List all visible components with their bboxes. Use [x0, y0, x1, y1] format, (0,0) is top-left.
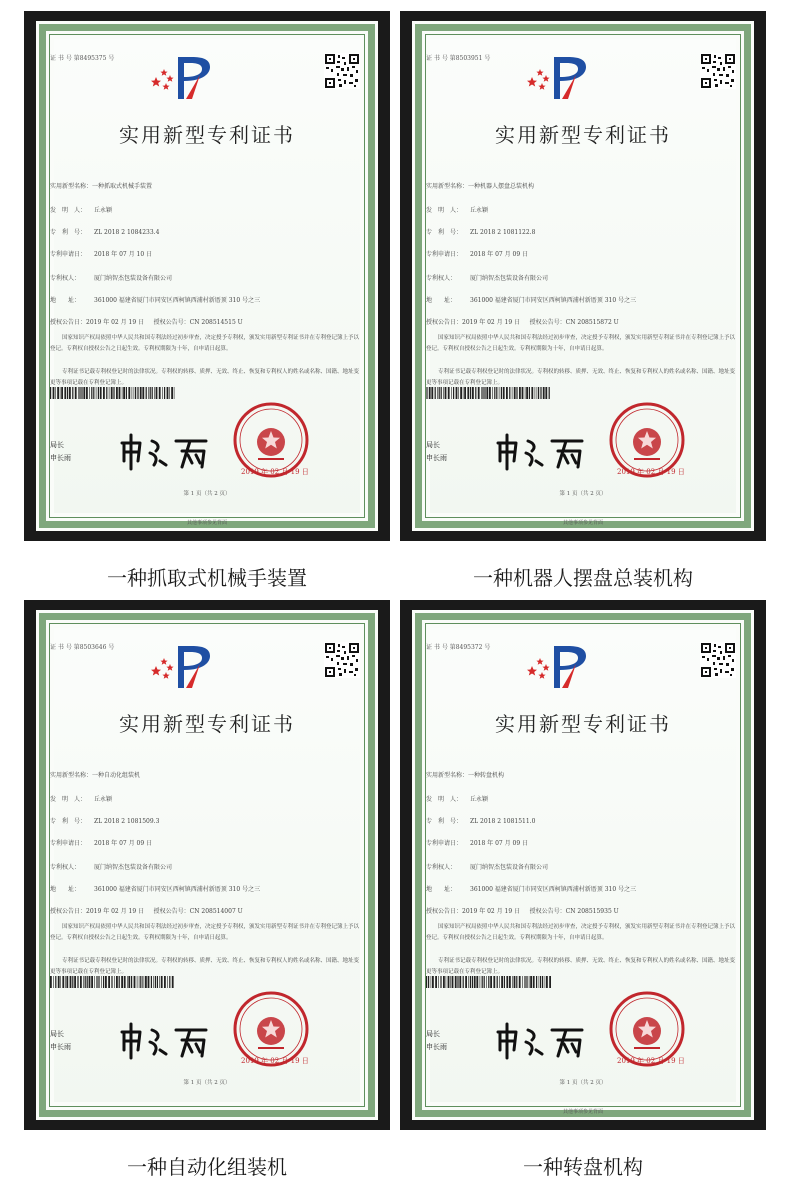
director-title: 局长	[426, 441, 440, 449]
patentee-label: 专利权人：	[426, 864, 457, 871]
director-name: 申长雨	[50, 1043, 71, 1051]
address-row	[50, 884, 340, 893]
inventor-label: 发 明 人：	[50, 796, 87, 803]
patent-name-label: 实用新型名称：	[50, 183, 93, 190]
certificate-title: 实用新型专利证书	[119, 123, 295, 147]
inventor-row	[426, 205, 488, 214]
address-row	[50, 295, 340, 304]
cnipa-logo-icon	[524, 640, 596, 692]
barcode-icon	[50, 976, 176, 988]
patent-name: 一种转盘机构	[468, 772, 505, 779]
grant-date: 2019 年 02 月 19 日	[462, 908, 521, 915]
page-indicator: 第 1 页（共 2 页）	[183, 1080, 231, 1086]
grant-row	[50, 906, 243, 915]
signature-icon	[116, 1020, 226, 1060]
application-date: 2018 年 07 月 09 日	[470, 251, 529, 258]
cnipa-logo-icon	[148, 640, 220, 692]
application-date-row	[50, 838, 152, 847]
seal-date: 2019 年 02 月 19 日	[617, 1057, 685, 1065]
application-date-label: 专利申请日：	[50, 840, 87, 847]
grant-number-label: 授权公告号：	[529, 319, 566, 326]
inventor: 丘永颖	[470, 207, 489, 214]
patent-number-label: 专 利 号：	[50, 229, 87, 236]
qr-code-icon	[700, 642, 736, 678]
inventor: 丘永颖	[94, 796, 113, 803]
barcode-icon	[426, 387, 552, 399]
patent-name-row	[50, 181, 152, 190]
grant-row	[50, 317, 243, 326]
patentee-row	[50, 862, 172, 871]
certificate-frame	[24, 600, 390, 1130]
address: 361000 福建省厦门市同安区西柯镇西浦村新厝顶 310 号之三	[94, 886, 261, 893]
address: 361000 福建省厦门市同安区西柯镇西浦村新厝顶 310 号之三	[470, 297, 637, 304]
certificate-paper	[412, 21, 754, 531]
certificate-status-paragraph: 专利证书记载专利权登记时的法律状况。专利权的转移、质押、无效、终止、恢复和专利权人的姓名或名称、国籍、地址变更等事项记载在专利登记簿上。	[426, 958, 736, 975]
director-block	[50, 1028, 71, 1054]
patentee-label: 专利权人：	[50, 864, 81, 871]
application-date: 2018 年 07 月 09 日	[94, 840, 153, 847]
inventor-row	[50, 205, 112, 214]
patentee-label: 专利权人：	[426, 275, 457, 282]
seal-date: 2019 年 02 月 19 日	[241, 1057, 309, 1065]
director-block	[50, 439, 71, 465]
patent-name: 一种机器人摆盘总装机构	[468, 183, 535, 190]
signature-icon	[492, 1020, 602, 1060]
seal-date: 2019 年 02 月 19 日	[617, 468, 685, 476]
patent-number: ZL 2018 2 1081509.3	[94, 818, 160, 825]
seal-date: 2019 年 02 月 19 日	[241, 468, 309, 476]
certificate-paper	[36, 21, 378, 531]
grant-date-label: 授权公告日：	[426, 319, 463, 326]
grant-number: CN 208514515 U	[189, 319, 243, 326]
certificate-caption: 一种自动化组装机	[127, 1155, 287, 1179]
patent-number-row	[426, 816, 535, 825]
grant-number-label: 授权公告号：	[153, 908, 190, 915]
address-label: 地 址：	[426, 297, 457, 304]
certificate-frame	[24, 11, 390, 541]
certificate-title: 实用新型专利证书	[119, 712, 295, 736]
director-title: 局长	[50, 441, 64, 449]
certificate-paper	[36, 610, 378, 1120]
director-name: 申长雨	[426, 1043, 447, 1051]
inventor-row	[426, 794, 488, 803]
certificate-caption: 一种转盘机构	[523, 1155, 643, 1179]
patent-number: ZL 2018 2 1081511.0	[470, 818, 536, 825]
application-date: 2018 年 07 月 09 日	[470, 840, 529, 847]
address-row	[426, 295, 716, 304]
patent-number-label: 专 利 号：	[426, 818, 463, 825]
patent-number-row	[50, 227, 159, 236]
application-date-row	[426, 249, 528, 258]
inventor-label: 发 明 人：	[50, 207, 87, 214]
certificate-number: 证 书 号 第8503646 号	[50, 644, 115, 651]
barcode-icon	[426, 976, 552, 988]
inventor: 丘永颖	[94, 207, 113, 214]
address: 361000 福建省厦门市同安区西柯镇西浦村新厝顶 310 号之三	[94, 297, 261, 304]
cnipa-logo-icon	[148, 51, 220, 103]
director-block	[426, 1028, 447, 1054]
patent-name-row	[426, 770, 504, 779]
patent-number-row	[50, 816, 159, 825]
certificate-paper	[412, 610, 754, 1120]
certificate-number: 证 书 号 第8495372 号	[426, 644, 491, 651]
grant-number-label: 授权公告号：	[153, 319, 190, 326]
inventor-label: 发 明 人：	[426, 796, 463, 803]
application-date-label: 专利申请日：	[426, 251, 463, 258]
certificate-number: 证 书 号 第8503951 号	[426, 55, 491, 62]
address: 361000 福建省厦门市同安区西柯镇西浦村新厝顶 310 号之三	[470, 886, 637, 893]
grant-row	[426, 317, 619, 326]
signature-icon	[116, 431, 226, 471]
patent-number: ZL 2018 2 1084233.4	[94, 229, 160, 236]
grant-number: CN 208515935 U	[565, 908, 619, 915]
page-indicator: 第 1 页（共 2 页）	[559, 1080, 607, 1086]
patent-name: 一种自动化组装机	[92, 772, 141, 779]
patent-name-row	[426, 181, 534, 190]
patentee: 厦门纳智杰包装设备有限公司	[470, 275, 549, 282]
application-date-label: 专利申请日：	[50, 251, 87, 258]
address-label: 地 址：	[426, 886, 457, 893]
address-label: 地 址：	[50, 886, 81, 893]
page-indicator: 第 1 页（共 2 页）	[183, 491, 231, 497]
certificate-footer-note: 其他事项参见背面	[562, 520, 603, 526]
cnipa-logo-icon	[524, 51, 596, 103]
patentee-row	[426, 862, 548, 871]
qr-code-icon	[700, 53, 736, 89]
inventor-label: 发 明 人：	[426, 207, 463, 214]
certificate-frame	[400, 600, 766, 1130]
address-row	[426, 884, 716, 893]
inventor-row	[50, 794, 112, 803]
barcode-icon	[50, 387, 176, 399]
qr-code-icon	[324, 642, 360, 678]
inventor: 丘永颖	[470, 796, 489, 803]
grant-number: CN 208514007 U	[189, 908, 243, 915]
certificate-body-paragraph: 国家知识产权局依照中华人民共和国专利法经过初步审查，决定授予专利权，颁发实用新型专利证书并在专利登记簿上予以登记。专利权自授权公告之日起生效。专利权期限为十年，自申请日起算。	[50, 924, 360, 941]
grant-date: 2019 年 02 月 19 日	[462, 319, 521, 326]
patent-number: ZL 2018 2 1081122.8	[470, 229, 536, 236]
signature-icon	[492, 431, 602, 471]
patent-name-label: 实用新型名称：	[50, 772, 93, 779]
director-title: 局长	[50, 1030, 64, 1038]
grant-number-label: 授权公告号：	[529, 908, 566, 915]
certificate-body-paragraph: 国家知识产权局依照中华人民共和国专利法经过初步审查，决定授予专利权，颁发实用新型专利证书并在专利登记簿上予以登记。专利权自授权公告之日起生效。专利权期限为十年，自申请日起算。	[426, 924, 736, 941]
patentee-label: 专利权人：	[50, 275, 81, 282]
certificate-title: 实用新型专利证书	[495, 712, 671, 736]
certificate-title: 实用新型专利证书	[495, 123, 671, 147]
certificate-body-paragraph: 国家知识产权局依照中华人民共和国专利法经过初步审查，决定授予专利权，颁发实用新型专利证书并在专利登记簿上予以登记。专利权自授权公告之日起生效。专利权期限为十年，自申请日起算。	[50, 335, 360, 352]
patentee: 厦门纳智杰包装设备有限公司	[94, 275, 173, 282]
patentee-row	[426, 273, 548, 282]
application-date-row	[50, 249, 152, 258]
address-label: 地 址：	[50, 297, 81, 304]
patentee: 厦门纳智杰包装设备有限公司	[94, 864, 173, 871]
certificate-caption: 一种抓取式机械手装置	[107, 566, 307, 590]
application-date-row	[426, 838, 528, 847]
grant-date: 2019 年 02 月 19 日	[86, 908, 145, 915]
qr-code-icon	[324, 53, 360, 89]
certificate-body-paragraph: 国家知识产权局依照中华人民共和国专利法经过初步审查，决定授予专利权，颁发实用新型专利证书并在专利登记簿上予以登记。专利权自授权公告之日起生效。专利权期限为十年，自申请日起算。	[426, 335, 736, 352]
patent-name: 一种抓取式机械手装置	[92, 183, 153, 190]
certificate-footer-note: 其他事项参见背面	[186, 520, 227, 526]
patent-name-row	[50, 770, 140, 779]
director-name: 申长雨	[426, 454, 447, 462]
application-date-label: 专利申请日：	[426, 840, 463, 847]
page-indicator: 第 1 页（共 2 页）	[559, 491, 607, 497]
grant-number: CN 208515872 U	[565, 319, 619, 326]
patent-number-label: 专 利 号：	[50, 818, 87, 825]
grant-date-label: 授权公告日：	[50, 908, 87, 915]
grant-row	[426, 906, 619, 915]
patentee-row	[50, 273, 172, 282]
director-name: 申长雨	[50, 454, 71, 462]
grant-date-label: 授权公告日：	[426, 908, 463, 915]
certificate-caption: 一种机器人摆盘总装机构	[473, 566, 693, 590]
patent-name-label: 实用新型名称：	[426, 772, 469, 779]
patent-number-row	[426, 227, 535, 236]
patentee: 厦门纳智杰包装设备有限公司	[470, 864, 549, 871]
patent-number-label: 专 利 号：	[426, 229, 463, 236]
grant-date: 2019 年 02 月 19 日	[86, 319, 145, 326]
certificate-number: 证 书 号 第8495375 号	[50, 55, 115, 62]
patent-name-label: 实用新型名称：	[426, 183, 469, 190]
application-date: 2018 年 07 月 10 日	[94, 251, 153, 258]
grant-date-label: 授权公告日：	[50, 319, 87, 326]
certificate-status-paragraph: 专利证书记载专利权登记时的法律状况。专利权的转移、质押、无效、终止、恢复和专利权人的姓名或名称、国籍、地址变更等事项记载在专利登记簿上。	[50, 958, 360, 975]
director-title: 局长	[426, 1030, 440, 1038]
certificate-frame	[400, 11, 766, 541]
certificate-status-paragraph: 专利证书记载专利权登记时的法律状况。专利权的转移、质押、无效、终止、恢复和专利权人的姓名或名称、国籍、地址变更等事项记载在专利登记簿上。	[50, 369, 360, 386]
director-block	[426, 439, 447, 465]
certificate-footer-note: 其他事项参见背面	[562, 1109, 603, 1115]
certificate-status-paragraph: 专利证书记载专利权登记时的法律状况。专利权的转移、质押、无效、终止、恢复和专利权人的姓名或名称、国籍、地址变更等事项记载在专利登记簿上。	[426, 369, 736, 386]
